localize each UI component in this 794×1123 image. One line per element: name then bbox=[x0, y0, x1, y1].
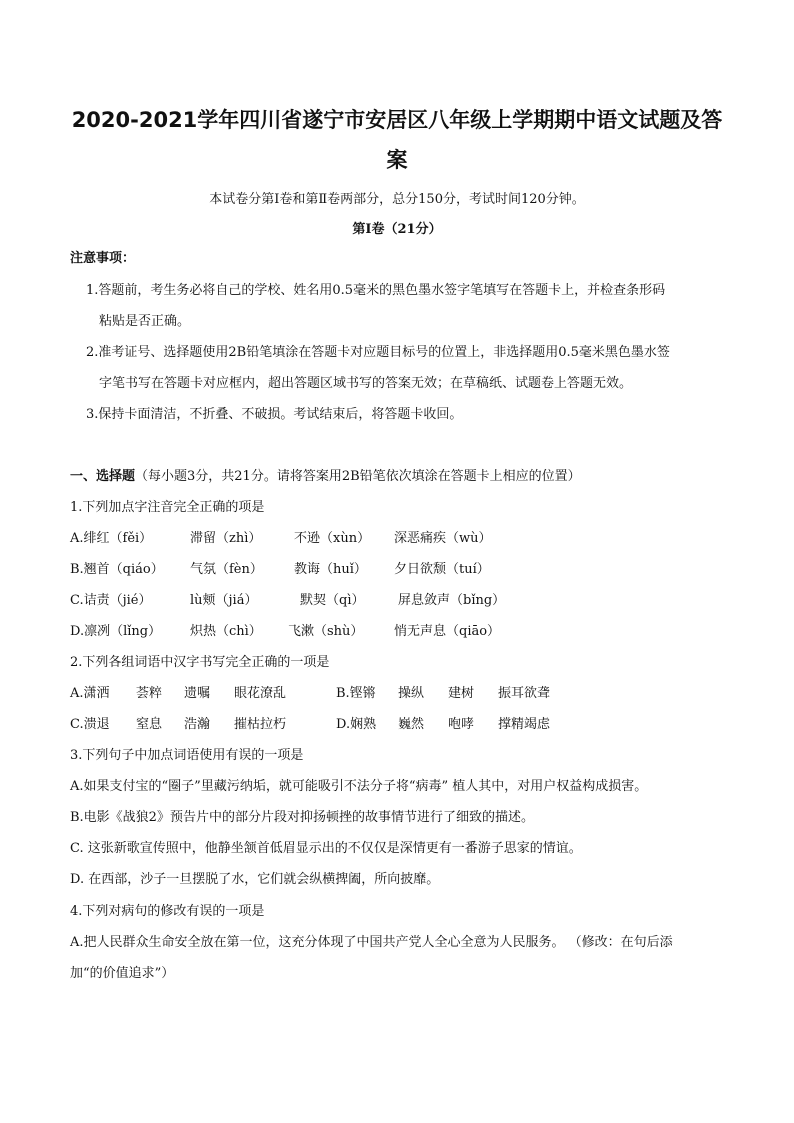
q1-a-3: 不逊（xùn） bbox=[294, 531, 371, 546]
q1-a-2: 滞留（zhì） bbox=[190, 531, 262, 546]
q3-option-c: C. 这张新歌宣传照中，他静坐颔首低眉显示出的不仅仅是深情更有一番游子思家的情谊。 bbox=[70, 841, 582, 856]
q2-d-2: 巍然 bbox=[398, 717, 425, 732]
part1-heading: 第Ⅰ卷（21分） bbox=[352, 222, 442, 237]
q4-stem: 4.下列对病句的修改有误的一项是 bbox=[70, 904, 265, 919]
exam-title-line2: 案 bbox=[386, 148, 408, 172]
q1-c-1: C.诘责（jié） bbox=[70, 593, 152, 608]
q2-c-2: 窒息 bbox=[136, 717, 163, 732]
q2-a-2: 荟粹 bbox=[136, 686, 163, 701]
q2-c-1: C.溃退 bbox=[70, 717, 110, 732]
notice-item-2-line-1: 2.准考证号、选择题使用2B铅笔填涂在答题卡对应题目标号的位置上，非选择题用0.5毫米黑色墨水签 bbox=[86, 345, 670, 360]
q1-b-4: 夕日欲颓（tuí） bbox=[394, 562, 490, 577]
q2-d-4: 撑精竭虑 bbox=[498, 717, 551, 732]
q1-d-4: 悄无声息（qiāo） bbox=[394, 624, 501, 639]
q2-d-3: 咆哮 bbox=[448, 717, 475, 732]
notice-item-2-line-2: 字笔书写在答题卡对应框内，超出答题区域书写的答案无效；在草稿纸、试题卷上答题无效。 bbox=[99, 376, 633, 391]
q1-a-4: 深恶痛疾（wù） bbox=[394, 531, 492, 546]
notice-item-1-line-2: 粘贴是否正确。 bbox=[99, 314, 191, 329]
q2-stem: 2.下列各组词语中汉字书写完全正确的一项是 bbox=[70, 655, 330, 670]
q2-b-2: 操纵 bbox=[398, 686, 425, 701]
q3-stem: 3.下列句子中加点词语使用有误的一项是 bbox=[70, 748, 304, 763]
section1-heading bbox=[70, 468, 581, 486]
q1-option-c bbox=[70, 592, 505, 610]
notice-item-3: 3.保持卡面清洁，不折叠、不破损。考试结束后，将答题卡收回。 bbox=[86, 407, 463, 422]
q2-b-3: 建树 bbox=[448, 686, 475, 701]
q1-c-2: lù颊（jiá） bbox=[190, 593, 258, 608]
q2-a-4: 眼花潦乱 bbox=[234, 686, 287, 701]
q2-option-c-d bbox=[70, 716, 550, 734]
q1-b-1: B.翘首（qiáo） bbox=[70, 562, 164, 577]
q1-option-a bbox=[70, 530, 492, 548]
q3-option-b: B.电影《战狼2》预告片中的部分片段对抑扬顿挫的故事情节进行了细致的描述。 bbox=[70, 810, 534, 825]
exam-intro: 本试卷分第Ⅰ卷和第Ⅱ卷两部分，总分150分，考试时间120分钟。 bbox=[209, 192, 585, 207]
q1-c-4: 屏息敛声（bǐng） bbox=[398, 593, 506, 608]
q2-a-3: 遗嘱 bbox=[184, 686, 211, 701]
section1-label: 一、选择题 bbox=[70, 469, 136, 484]
q1-b-3: 教诲（huǐ） bbox=[294, 562, 367, 577]
q1-stem: 1.下列加点字注音完全正确的项是 bbox=[70, 500, 265, 515]
section1-desc: （每小题3分，共21分。请将答案用2B铅笔依次填涂在答题卡上相应的位置） bbox=[135, 469, 581, 484]
q4-option-a-line-2: 加“的价值追求”） bbox=[70, 966, 175, 981]
notice-item-1-line-1: 1.答题前，考生务必将自己的学校、姓名用0.5毫米的黑色墨水签字笔填写在答题卡上，并检查条形码 bbox=[86, 283, 666, 298]
notice-heading: 注意事项： bbox=[70, 251, 136, 266]
q1-c-3: 默契（qì） bbox=[300, 593, 365, 608]
q1-b-2: 气氛（fèn） bbox=[190, 562, 263, 577]
q1-d-1: D.凛冽（lǐng） bbox=[70, 624, 162, 639]
q1-option-d bbox=[70, 623, 500, 641]
q1-a-1: A.绯红（fěi） bbox=[70, 531, 153, 546]
q3-option-d: D. 在西部，沙子一旦摆脱了水，它们就会纵横捭阖，所向披靡。 bbox=[70, 872, 440, 887]
q4-option-a-line-1: A.把人民群众生命安全放在第一位，这充分体现了中国共产党人全心全意为人民服务。 （修改：在句后添 bbox=[70, 935, 673, 950]
exam-title-line1: 2020-2021学年四川省遂宁市安居区八年级上学期期中语文试题及答 bbox=[71, 108, 723, 132]
q2-a-1: A.潇洒 bbox=[70, 686, 110, 701]
q2-option-a-b bbox=[70, 685, 550, 703]
q1-d-2: 炽热（chì） bbox=[190, 624, 262, 639]
q2-b-4: 振耳欲聋 bbox=[498, 686, 551, 701]
q1-option-b bbox=[70, 561, 490, 579]
q1-d-3: 飞漱（shù） bbox=[288, 624, 364, 639]
q2-b-1: B.铿锵 bbox=[336, 686, 376, 701]
q2-c-4: 摧枯拉朽 bbox=[234, 717, 287, 732]
q2-d-1: D.娴熟 bbox=[336, 717, 377, 732]
q3-option-a: A.如果支付宝的“圈子”里藏污纳垢，就可能吸引不法分子将“病毒” 植人其中，对用户权益构成损害。 bbox=[70, 779, 648, 794]
q2-c-3: 浩瀚 bbox=[184, 717, 211, 732]
